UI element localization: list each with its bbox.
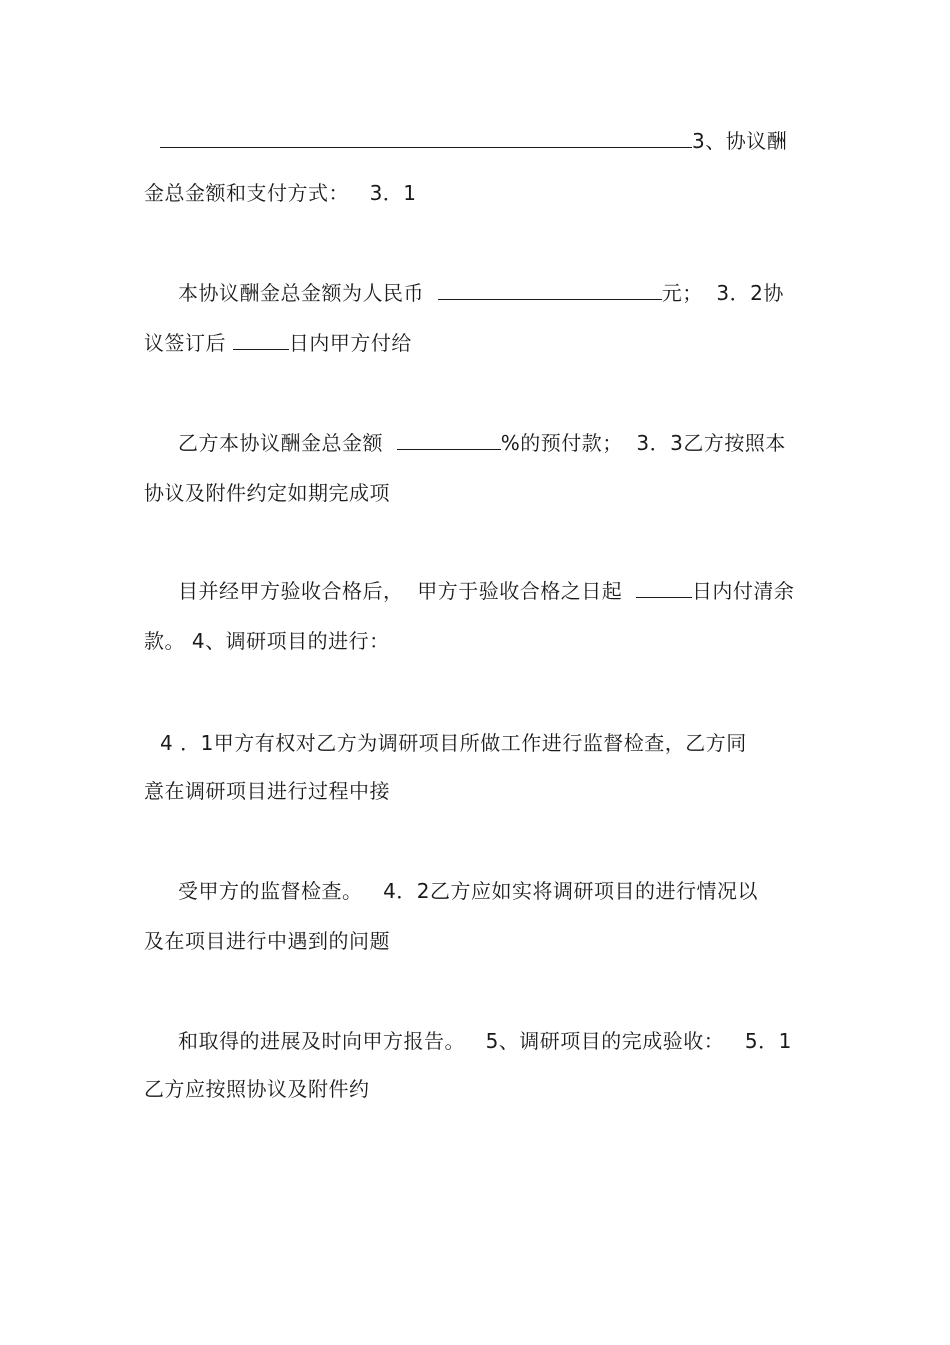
- line-4-text-before: 议签订后: [144, 331, 233, 355]
- text-line-6: 协议及附件约定如期完成项: [144, 481, 390, 505]
- line-7-text-after: 日内付清余: [691, 579, 795, 603]
- text-line-7: [178, 578, 794, 604]
- text-line-3: [178, 280, 784, 306]
- text-line-4: [144, 330, 412, 356]
- amount-blank: [438, 281, 662, 300]
- line-5-text-before: 乙方本协议酬金总金额: [178, 431, 397, 455]
- text-line-11: 受甲方的监督检查。 4．2乙方应如实将调研项目的进行情况以: [178, 879, 759, 903]
- percent-blank: [397, 431, 501, 450]
- text-line-13: 和取得的进展及时向甲方报告。 5、调研项目的完成验收： 5．1: [178, 1029, 792, 1053]
- text-line-2: 金总金额和支付方式： 3．1: [144, 181, 417, 205]
- line-3-text-after: 元； 3．2协: [661, 281, 784, 305]
- text-line-14: 乙方应按照协议及附件约: [144, 1077, 370, 1101]
- line-3-text-before: 本协议酬金总金额为人民币: [178, 281, 438, 305]
- text-line-9: 4 ．1甲方有权对乙方为调研项目所做工作进行监督检查，乙方同: [160, 731, 747, 755]
- line-4-text-after: 日内甲方付给: [288, 331, 412, 355]
- line-1-text: 3、协议酬: [692, 129, 788, 153]
- line-5-text-after: %的预付款； 3．3乙方按照本: [500, 431, 786, 455]
- text-line-1: [160, 128, 787, 154]
- line-7-text-before: 目并经甲方验收合格后， 甲方于验收合格之日起: [178, 579, 636, 603]
- text-line-5: [178, 430, 786, 456]
- days-blank-2: [636, 579, 692, 598]
- days-blank: [233, 331, 289, 350]
- text-line-12: 及在项目进行中遇到的问题: [144, 929, 390, 953]
- text-line-10: 意在调研项目进行过程中接: [144, 779, 390, 803]
- fill-in-blank: [160, 129, 692, 148]
- text-line-8: 款。 4、调研项目的进行：: [144, 629, 390, 653]
